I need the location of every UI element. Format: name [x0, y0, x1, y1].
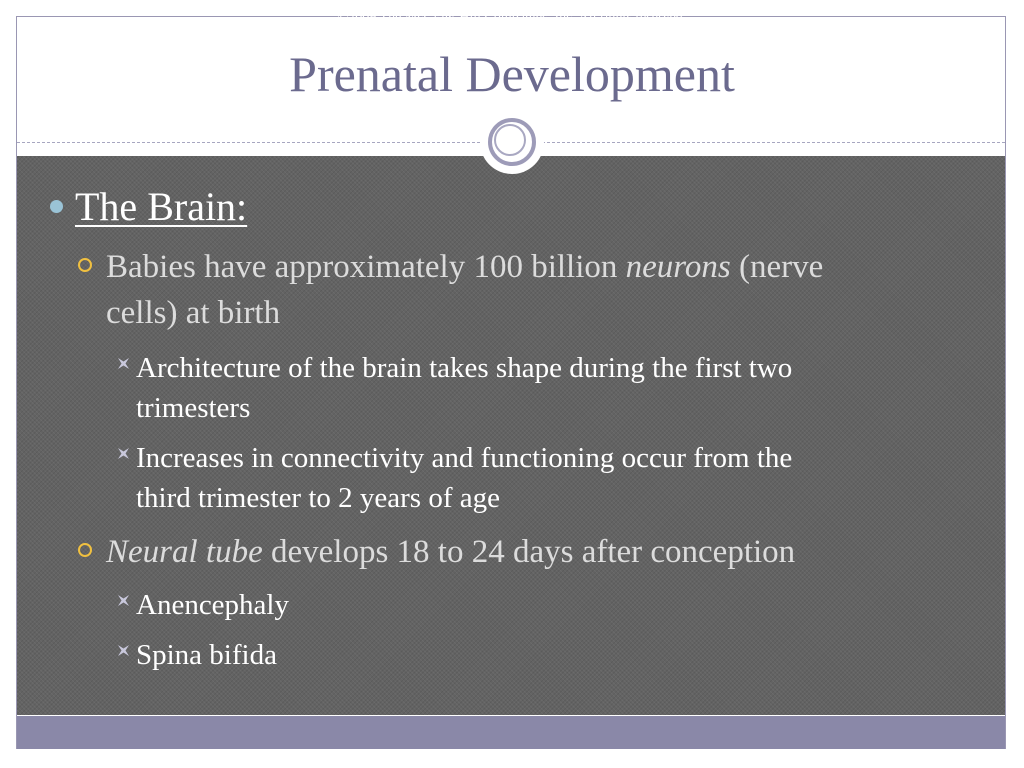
bullet-connectivity	[117, 438, 997, 518]
bullet-text: develops 18 to 24 days after conception	[262, 534, 796, 570]
bullet-neurons	[78, 244, 998, 336]
x-mark-bullet-icon	[117, 594, 130, 607]
bullet-text: Babies have approximately 100 billion	[106, 249, 626, 285]
bullet-architecture-line2: trimesters	[136, 392, 251, 424]
bullet-emphasis: Neural tube	[106, 534, 263, 570]
x-mark-bullet-icon	[117, 357, 130, 370]
hollow-circle-bullet-icon	[78, 258, 92, 272]
bullet-anencephaly-text: Anencephaly	[136, 589, 289, 621]
ring-ornament-inner-ring	[494, 124, 526, 156]
x-mark-bullet-icon	[117, 447, 130, 460]
content-area	[17, 156, 1005, 715]
bullet-neurons-line2: cells) at birth	[106, 295, 281, 331]
copyright-notice: ©2009 The McGraw-Hill Companies, Inc. All rights reserved.	[337, 10, 687, 25]
bullet-architecture	[117, 348, 997, 428]
hollow-circle-bullet-icon	[78, 543, 92, 557]
bullet-emphasis: neurons	[625, 249, 731, 285]
bullet-spina-bifida-text: Spina bifida	[136, 639, 277, 671]
bullet-connectivity-line1: Increases in connectivity and functioning occur from the	[136, 442, 793, 474]
bullet-neurons-line1	[106, 244, 823, 290]
x-mark-bullet-icon	[117, 644, 130, 657]
slide-title: Prenatal Development	[289, 46, 735, 102]
bullet-spina-bifida	[117, 635, 997, 675]
bullet-neural-tube-line1	[106, 529, 795, 575]
footer-bar	[17, 716, 1005, 749]
bullet-connectivity-line2: third trimester to 2 years of age	[136, 482, 500, 514]
bullet-architecture-line1: Architecture of the brain takes shape during the first two	[136, 352, 793, 384]
bullet-anencephaly	[117, 585, 997, 625]
bullet-text: (nerve	[730, 249, 824, 285]
bullet-heading: The Brain:	[75, 184, 248, 229]
filled-circle-bullet-icon	[50, 200, 63, 213]
bullet-neural-tube	[78, 529, 998, 575]
